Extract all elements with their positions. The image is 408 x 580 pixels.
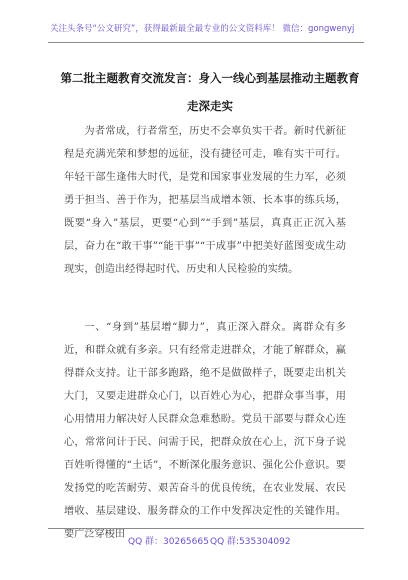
header-banner: 关注头条号“公文研究”，获得最新最全最专业的公文资料库！ 微信：gongwenyj <box>50 24 355 34</box>
header-divider <box>48 42 364 43</box>
footer-divider <box>48 528 364 529</box>
body-paragraph-1: 为者常成，行者常至，历史不会辜负实干者。新时代新征程是充满光荣和梦想的远征，没有捷径可走，唯有实干可行。年轻干部生逢伟大时代，是党和国家事业发展的生力军，必须勇于担当、善于作为，把基层当成增本领、长本事的练兵场，既要“身入”基层，更要“心到”“手到”基层，真真正正沉入基层，奋力在“敢干事”“能干事”“干成事”中把美好蓝图变成生动现实，创造出经得起时代、历史和人民检验的实绩。 <box>64 126 346 275</box>
body-paragraph-2: 一、“身到”基层增“脚力”，真正深入群众。离群众有多近，和群众就有多亲。只有经常走进群众，才能了解群众，赢得群众支持。让干部多跑路，绝不是做做样子，既要走出机关大门，又要走进群众心门，以百姓心为心，把群众事当事，用心用情用力解决好人民群众急难愁盼。党员干部要与群众心连心，常常问计于民、问需于民，把群众放在心上，沉下身子说百姓听得懂的“土话”，不断深化服务意识、强化公仆意识。要发扬党的吃苦耐劳、艰苦奋斗的优良传统，在农业发展、农民增收、基层建设、服务群众的工作中发挥决定性的关键作用。要广泛穿梭田 <box>64 322 346 540</box>
footer-qq-group-2: QQ 群:535304092 <box>210 537 291 547</box>
footer-qq-group-1: QQ 群：30265665 <box>128 537 209 547</box>
document-title: 第二批主题教育交流发言：身入一线心到基层推动主题教育走深走实 <box>60 71 360 113</box>
